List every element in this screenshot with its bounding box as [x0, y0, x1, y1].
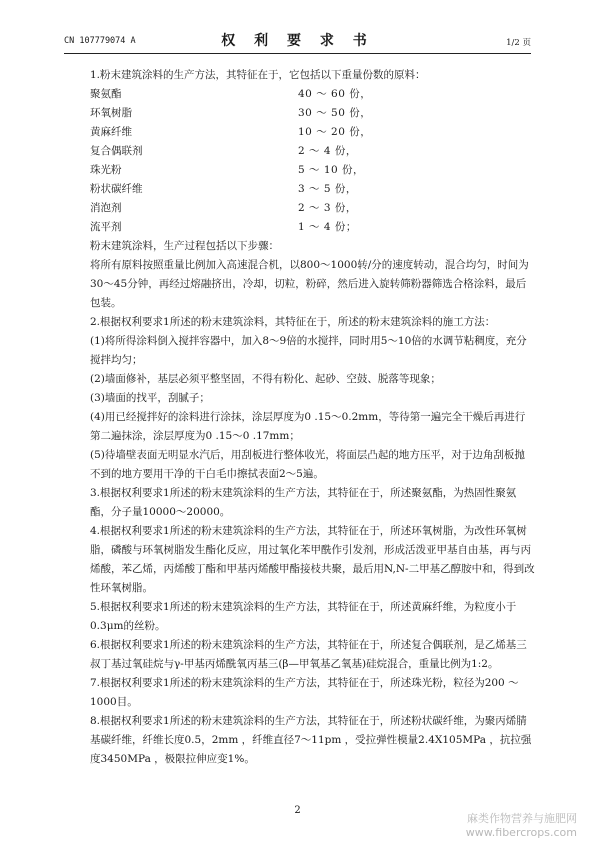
materials-list: [90, 85, 535, 237]
material-row: 环氧树脂 30 ～ 50 份，: [90, 107, 372, 119]
claim-1-process-intro: 粉末建筑涂料，生产过程包括以下步骤：: [90, 240, 279, 252]
page-header: [64, 30, 531, 52]
claims-body: [90, 66, 535, 769]
header-rule: [64, 53, 531, 54]
page-info: 1/2 页: [506, 38, 531, 48]
material-row: 黄麻纤维 10 ～ 20 份，: [90, 126, 372, 138]
material-row: 粉状碳纤维 3 ～ 5 份，: [90, 183, 357, 195]
claim-3: 3.根据权利要求1所述的粉末建筑涂料的生产方法，其特征在于，所述聚氨酯，为热固性聚氨酯，分子量10000～20000。: [90, 487, 517, 518]
claim-2-intro: 2.根据权利要求1所述的粉末建筑涂料，其特征在于，所述的粉末建筑涂料的施工方法：: [90, 316, 496, 328]
claim-6: 6.根据权利要求1所述的粉末建筑涂料的生产方法，其特征在于，所述复合偶联剂，是乙烯基三叔丁基过氧硅烷与γ-甲基丙烯酰氧丙基三(β—甲氧基乙氧基)硅烷混合，重量比例为1:2。: [90, 639, 527, 670]
claim-5: 5.根据权利要求1所述的粉末建筑涂料的生产方法，其特征在于，所述黄麻纤维，为粒度小于0.3μm的丝粉。: [90, 601, 517, 632]
page-number: 2: [294, 805, 301, 816]
claim-4: 4.根据权利要求1所述的粉末建筑涂料的生产方法，其特征在于，所述环氧树脂，为改性环氧树脂，磷酸与环氧树脂发生酯化反应，用过氧化苯甲酰作引发剂，形成活泼亚甲基自由基，再与丙烯酸，苯乙烯，丙烯酸丁酯和甲基丙烯酸甲酯接枝共聚，最后用N,N-二甲基乙醇胺中和，得到改性环氧树脂。: [90, 525, 535, 594]
claim-2-step: (3)墙面的找平，刮腻子；: [90, 392, 210, 404]
claim-1-process: 将所有原料按照重量比例加入高速混合机，以800～1000转/分的速度转动，混合均匀，时间为30～45分钟，再经过熔融挤出，冷却，切粒，粉碎，然后进入旋转筛粉器筛选合格涂料，最后包装。: [90, 259, 529, 309]
material-row: 珠光粉 5 ～ 10 份，: [90, 164, 365, 176]
doc-number: CN 107779074 A: [64, 36, 136, 46]
material-row: 消泡剂 2 ～ 3 份，: [90, 202, 357, 214]
claim-7: 7.根据权利要求1所述的粉末建筑涂料的生产方法，其特征在于，所述珠光粉，粒径为200 ～ 1000目。: [90, 677, 519, 708]
material-row: 复合偶联剂 2 ～ 4 份，: [90, 145, 357, 157]
claim-2-step: (2)墙面修补，基层必须平整坚固，不得有粉化、起砂、空鼓、脱落等现象；: [90, 373, 441, 385]
claim-2-step: (4)用已经搅拌好的涂料进行涂抹，涂层厚度为0 .15～0.2mm，等待第一遍完全干燥后再进行第二遍抹涂，涂层厚度为0 .15～0 .17mm；: [90, 411, 526, 442]
claim-2-step: (1)将所得涂料倒入搅拌容器中，加入8～9倍的水搅拌，同时用5～10倍的水调节粘稠度，充分搅拌均匀；: [90, 335, 527, 366]
watermark-line-2: www.fibercrops.com: [465, 826, 577, 839]
material-row: 聚氨酯 40 ～ 60 份，: [90, 88, 372, 100]
claim-8: 8.根据权利要求1所述的粉末建筑涂料的生产方法，其特征在于，所述粉状碳纤维，为聚丙烯腈基碳纤维，纤维长度0.5，2mm ，纤维直径7～11pm ，受拉弹性模量2.4X105MPa ，抗拉强度3450MPa ，极限拉伸应变1%。: [90, 715, 532, 765]
claim-2-step: (5)待墙壁表面无明显水汽后，用刮板进行整体收光，将面层凸起的地方压平，对于边角刮板抛不到的地方要用干净的干白毛巾擦拭表面2～5遍。: [90, 449, 525, 480]
watermark-line-1: 麻类作物营养与施肥网: [467, 812, 577, 825]
page-title: 权 利 要 求 书: [221, 33, 374, 49]
material-row: 流平剂 1 ～ 4 份；: [90, 221, 357, 233]
watermark: [466, 812, 577, 840]
claim-1-intro: 1.粉末建筑涂料的生产方法，其特征在于，它包括以下重量份数的原料：: [90, 69, 426, 81]
